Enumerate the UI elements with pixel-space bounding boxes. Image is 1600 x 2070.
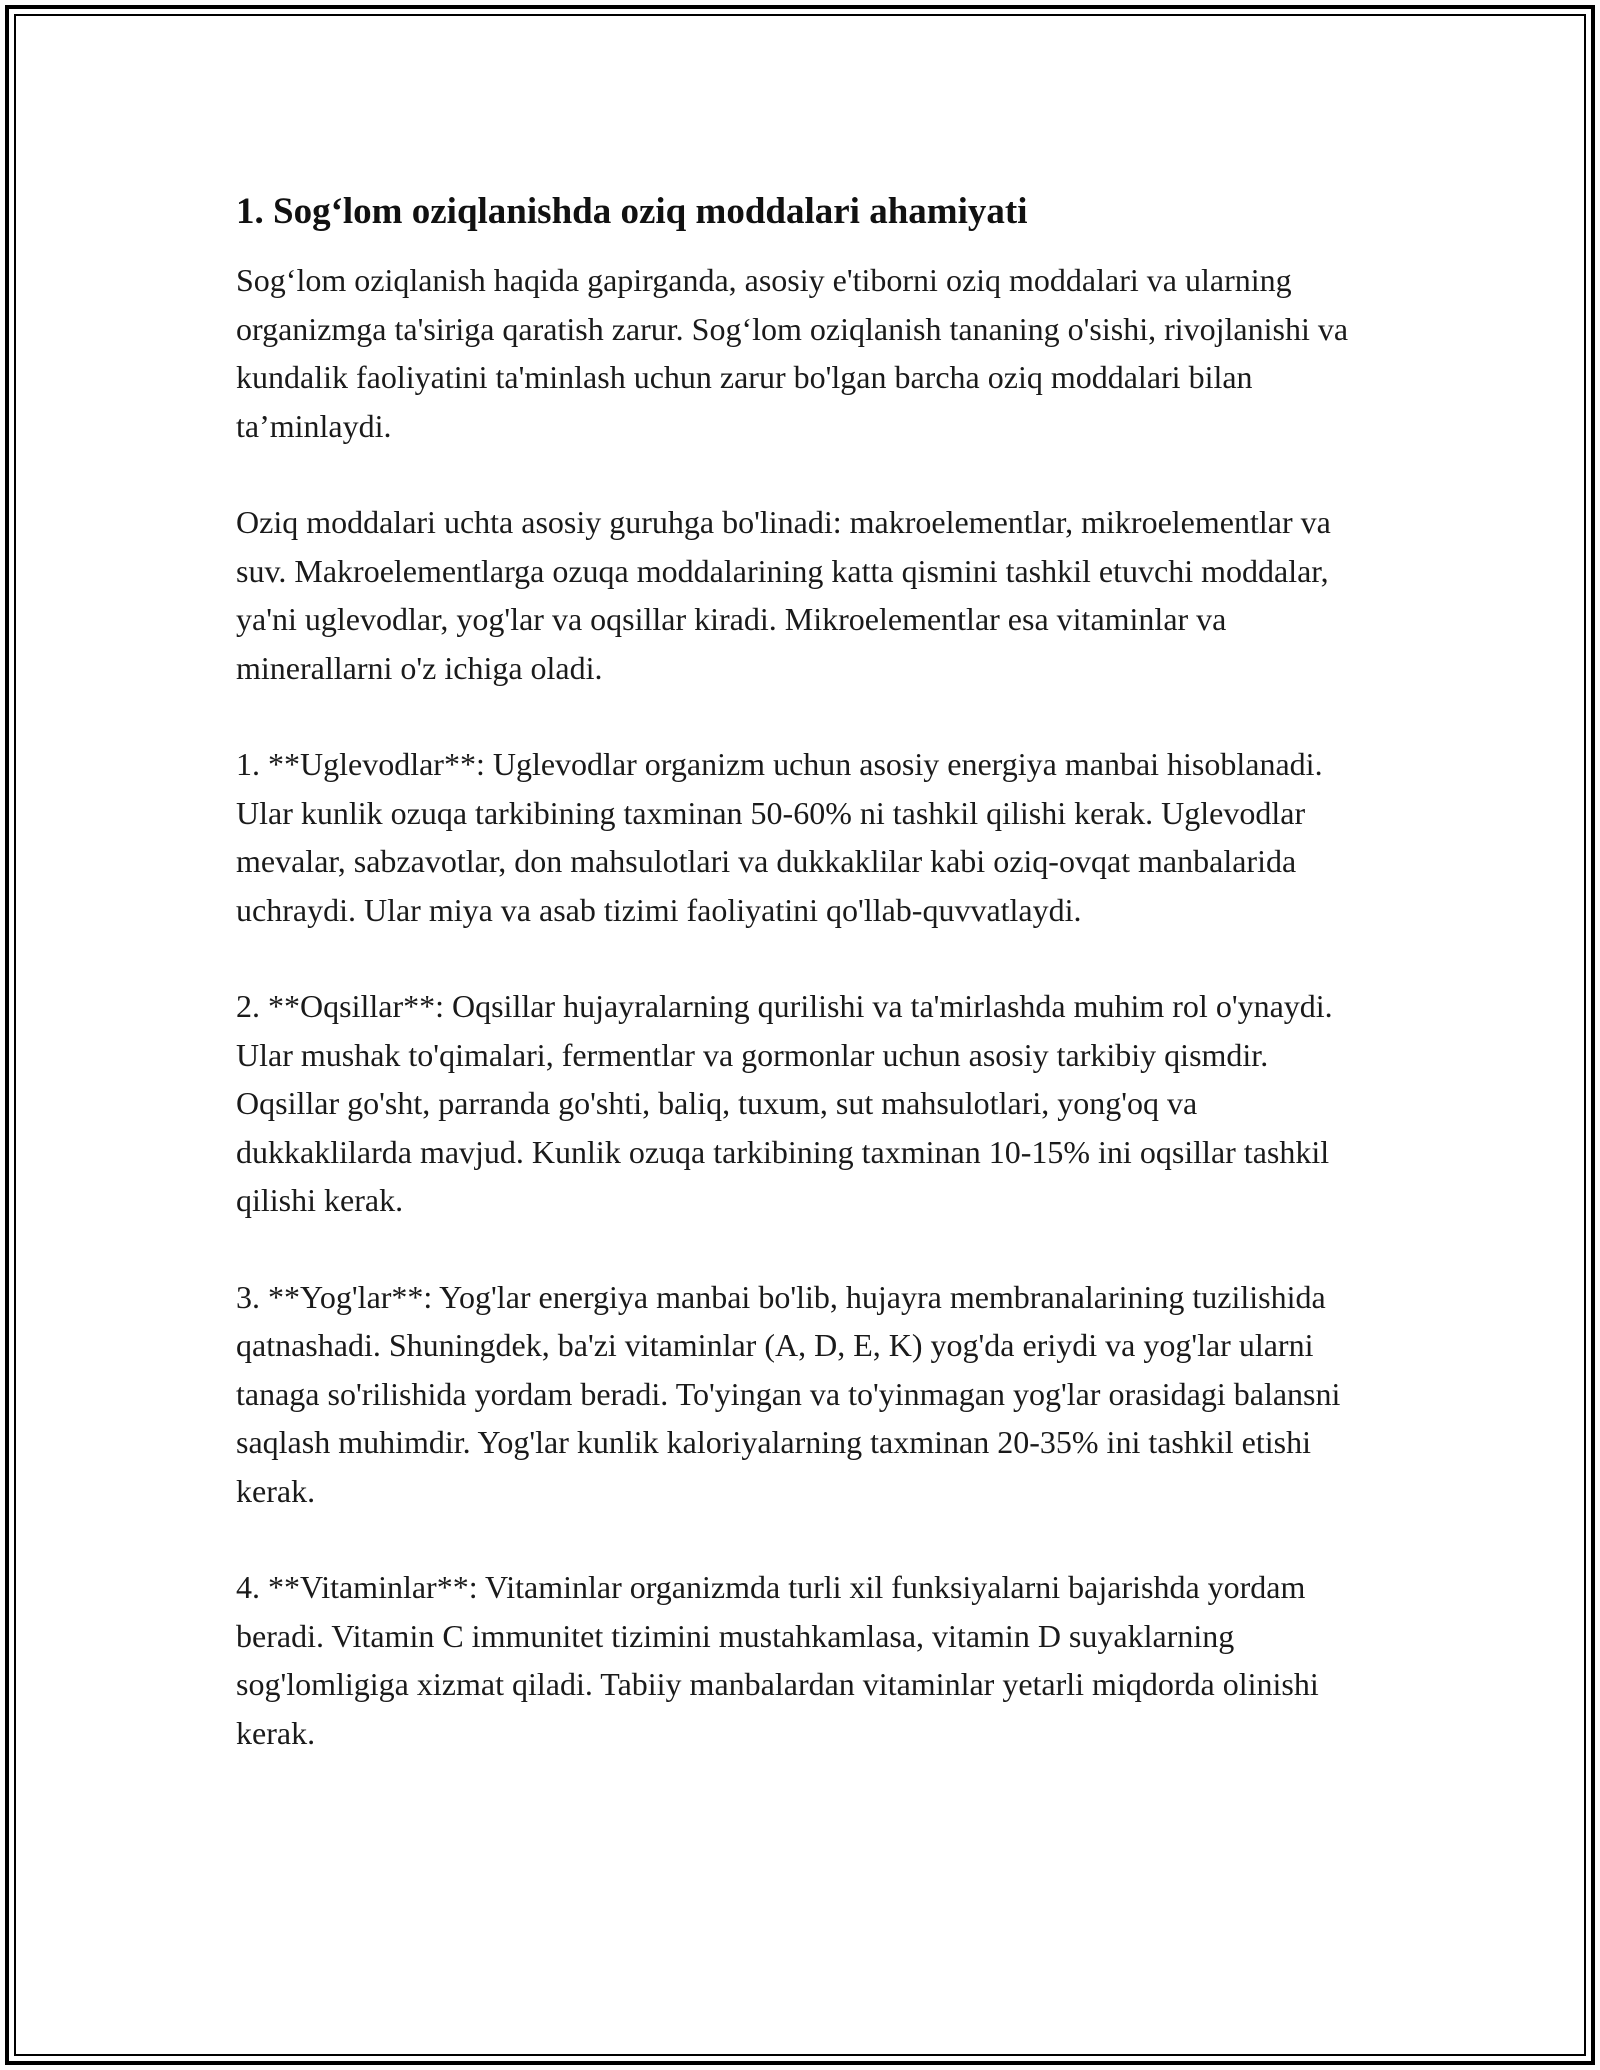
paragraph-carbohydrates: 1. **Uglevodlar**: Uglevodlar organizm uchun asosiy energiya manbai hisoblanadi. Ular kunlik ozuqa tarkibining taxminan 50-60% ni tashkil qilishi kerak. Uglevodlar mevalar, sabzavotlar, don mahsulotlari va dukkaklilar kabi oziq-ovqat manbalarida uchraydi. Ular miya va asab tizimi faoliyatini qo'llab-quvvatlaydi. (236, 746, 1323, 928)
paragraph-fats: 3. **Yog'lar**: Yog'lar energiya manbai bo'lib, hujayra membranalarining tuzilishida qatnashadi. Shuningdek, ba'zi vitaminlar (A, D, E, K) yog'da eriydi va yog'lar ularni tanaga so'rilishida yordam beradi. To'yingan va to'yinmagan yog'lar orasidagi balansni saqlash muhimdir. Yog'lar kunlik kaloriyalarning taxminan 20-35% ini tashkil etishi kerak. (236, 1278, 1341, 1509)
paragraph-intro: Sog‘lom oziqlanish haqida gapirganda, asosiy e'tiborni oziq moddalari va ularning organizmga ta'siriga qaratish zarur. Sog‘lom oziqlanish tananing o'sishi, rivojlanishi va kundalik faoliyatini ta'minlash uchun zarur bo'lgan barcha oziq moddalari bilan ta’minlaydi. (236, 262, 1349, 444)
paragraph-proteins: 2. **Oqsillar**: Oqsillar hujayralarning qurilishi va ta'mirlashda muhim rol o'ynaydi. Ular mushak to'qimalari, fermentlar va gormonlar uchun asosiy tarkibiy qismdir. Oqsillar go'sht, parranda go'shti, baliq, tuxum, sut mahsulotlari, yong'oq va dukkaklilarda mavjud. Kunlik ozuqa tarkibining taxminan 10-15% ini oqsillar tashkil qilishi kerak. (236, 988, 1333, 1218)
document-body (236, 186, 1366, 1757)
document-title: 1. Sog‘lom oziqlanishda oziq moddalari ahamiyati (236, 191, 1028, 232)
paragraph-vitamins: 4. **Vitaminlar**: Vitaminlar organizmda turli xil funksiyalarni bajarishda yordam beradi. Vitamin C immunitet tizimini mustahkamlasa, vitamin D suyaklarning sog'lomligiga xizmat qiladi. Tabiiy manbalardan vitaminlar yetarli miqdorda olinishi kerak. (236, 1569, 1319, 1751)
paragraph-nutrient-groups: Oziq moddalari uchta asosiy guruhga bo'linadi: makroelementlar, mikroelementlar va suv. Makroelementlarga ozuqa moddalarining katta qismini tashkil etuvchi moddalar, ya'ni uglevodlar, yog'lar va oqsillar kiradi. Mikroelementlar esa vitaminlar va minerallarni o'z ichiga oladi. (236, 504, 1331, 686)
